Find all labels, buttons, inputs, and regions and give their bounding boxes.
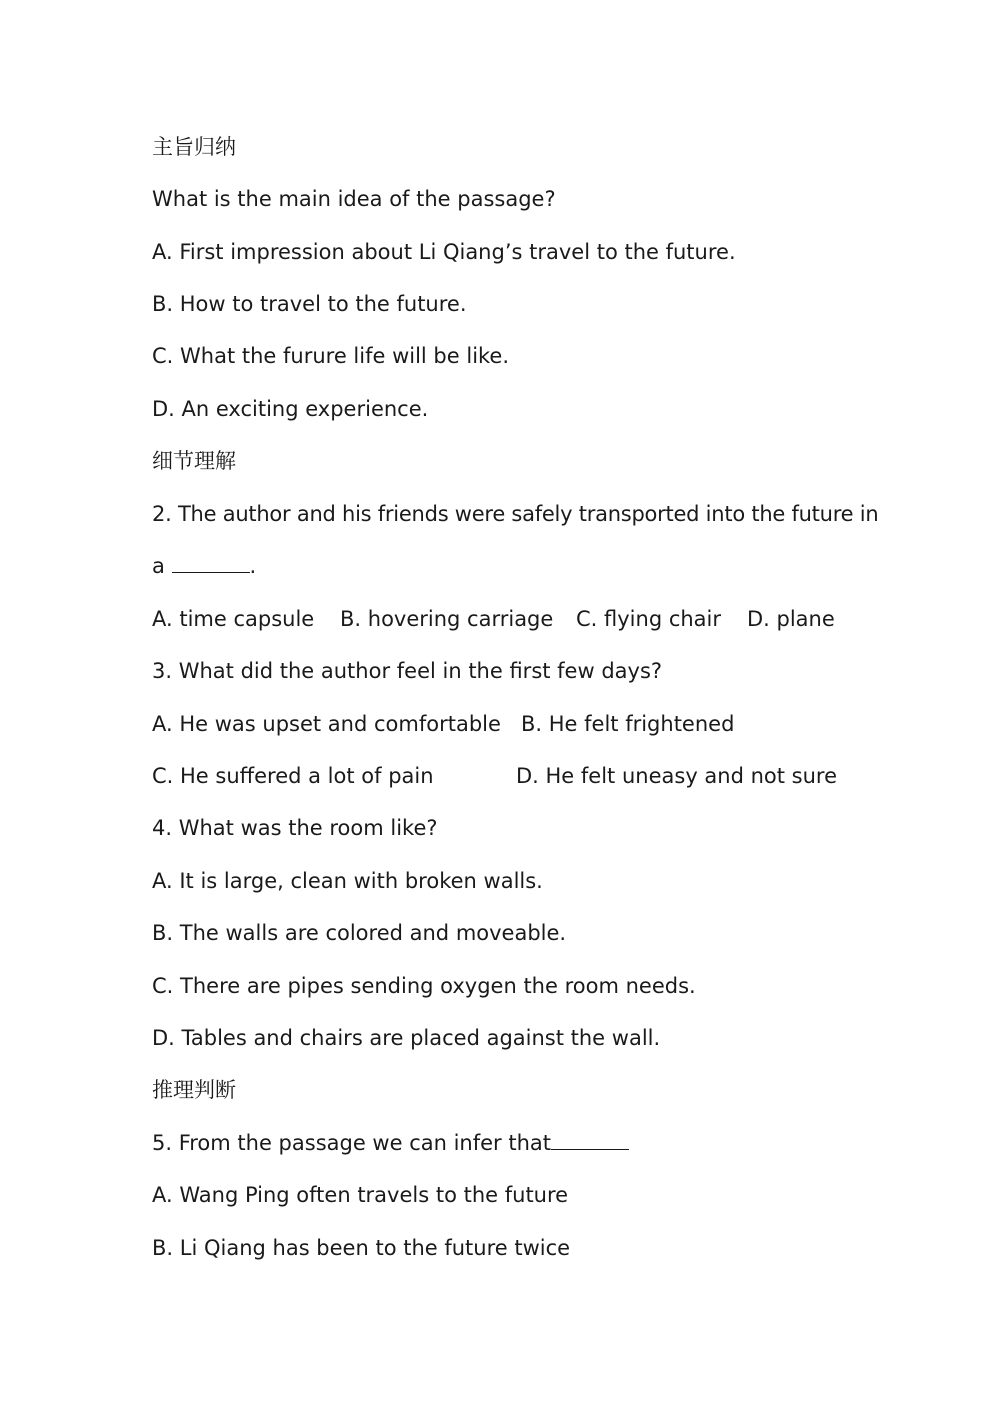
question-4-option-d: D. Tables and chairs are placed against the wall. <box>152 1026 661 1050</box>
question-1-text: What is the main idea of the passage? <box>152 187 556 211</box>
question-2-option-d: D. plane <box>747 607 835 631</box>
question-2-option-c: C. flying chair <box>576 607 722 631</box>
question-3-option-a: A. He was upset and comfortable <box>152 712 501 736</box>
question-4-text: 4. What was the room like? <box>152 816 438 840</box>
question-2-text-line2 <box>152 551 256 581</box>
section-heading-inference: 推理判断 <box>152 1078 236 1102</box>
question-2-suffix: . <box>249 554 257 578</box>
question-5-text: 5. From the passage we can infer that <box>152 1131 552 1155</box>
question-2-prefix: a <box>152 554 172 578</box>
section-heading-main-idea: 主旨归纳 <box>152 135 236 159</box>
question-4-option-b: B. The walls are colored and moveable. <box>152 921 567 945</box>
question-5-option-b: B. Li Qiang has been to the future twice <box>152 1236 571 1260</box>
question-3-option-b: B. He felt frightened <box>521 712 735 736</box>
question-3-option-c: C. He suffered a lot of pain <box>152 764 434 788</box>
question-3-text: 3. What did the author feel in the first few days? <box>152 659 663 683</box>
question-1-option-d: D. An exciting experience. <box>152 397 429 421</box>
question-5-answer-blank <box>551 1130 629 1150</box>
question-5-option-a: A. Wang Ping often travels to the future <box>152 1183 569 1207</box>
question-2-option-a: A. time capsule <box>152 607 315 631</box>
question-1-option-a: A. First impression about Li Qiang’s travel to the future. <box>152 240 736 264</box>
question-2-option-b: B. hovering carriage <box>340 607 554 631</box>
question-5-text-line <box>152 1128 629 1158</box>
question-3-option-d: D. He felt uneasy and not sure <box>516 764 838 788</box>
question-4-option-a: A. It is large, clean with broken walls. <box>152 869 543 893</box>
question-2-answer-blank <box>172 553 250 573</box>
question-2-text-line1: 2. The author and his friends were safely transported into the future in <box>152 502 879 526</box>
question-1-option-b: B. How to travel to the future. <box>152 292 467 316</box>
question-4-option-c: C. There are pipes sending oxygen the room needs. <box>152 974 696 998</box>
section-heading-detail: 细节理解 <box>152 449 236 473</box>
question-1-option-c: C. What the furure life will be like. <box>152 344 510 368</box>
